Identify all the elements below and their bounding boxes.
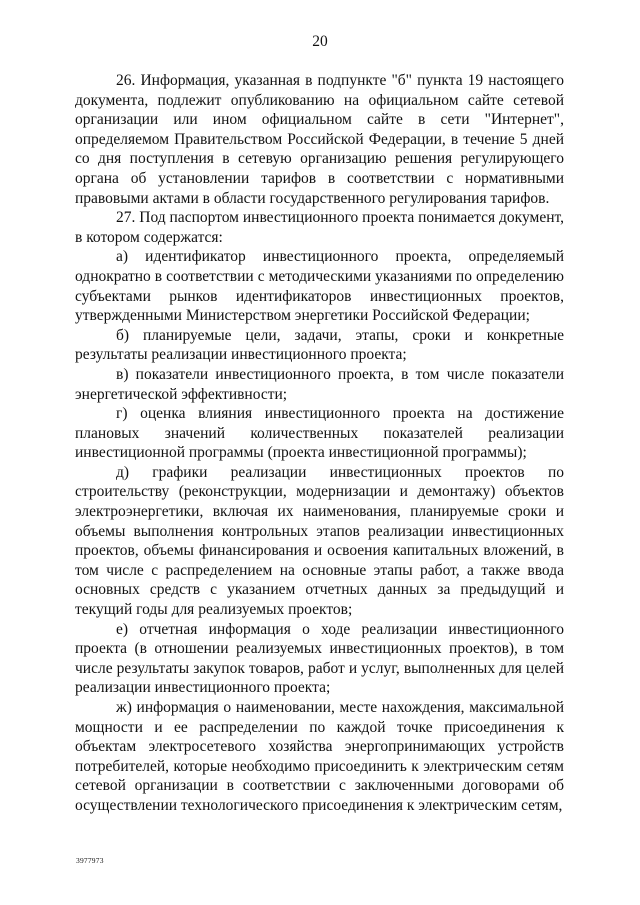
document-body <box>75 71 564 816</box>
list-item-d: д) графики реализации инвестиционных проектов по строительству (реконструкции, модернизации и демонтажу) объектов электроэнергетики, включая их наименования, планируемые сроки и объемы выполнения контрольных этапов реализации инвестиционных проектов, объемы финансирования и освоения капитальных вложений, в том числе с распределением на основные этапы работ, а также ввода основных средств с указанием отчетных данных за предыдущий и текущий годы для реализуемых проектов; <box>75 463 564 619</box>
paragraph-26: 26. Информация, указанная в подпункте "б" пункта 19 настоящего документа, подлежит опубликованию на официальном сайте сетевой организации или ином официальном сайте в сети "Интернет", определяемом Правительством Российской Федерации, в течение 5 дней со дня поступления в сетевую организацию решения регулирующего органа об установлении тарифов в соответствии с нормативными правовыми актами в области государственного регулирования тарифов. <box>75 72 564 207</box>
document-code: 3977973 <box>76 856 104 865</box>
page-number: 20 <box>312 33 328 50</box>
list-item-v: в) показатели инвестиционного проекта, в том числе показатели энергетической эффективности; <box>75 365 564 403</box>
list-item-a: а) идентификатор инвестиционного проекта, определяемый однократно в соответствии с методическими указаниями по определению субъектами рынков идентификаторов инвестиционных проектов, утвержденными Министерством энергетики Российской Федерации; <box>75 248 564 325</box>
list-item-zh: ж) информация о наименовании, месте нахождения, максимальной мощности и ее распределении по каждой точке присоединения к объектам электросетевого хозяйства энергопринимающих устройств потребителей, которые необходимо присоединить к электрическим сетям сетевой организации в соответствии с заключенными договорами об осуществлении технологического присоединения к электрическим сетям, <box>75 699 564 814</box>
list-item-e: е) отчетная информация о ходе реализации инвестиционного проекта (в отношении реализуемых инвестиционных проектов), в том числе результаты закупок товаров, работ и услуг, выполненных для целей реализации инвестиционного проекта; <box>75 620 564 697</box>
paragraph-27: 27. Под паспортом инвестиционного проекта понимается документ, в котором содержатся: <box>75 209 564 246</box>
list-item-b: б) планируемые цели, задачи, этапы, сроки и конкретные результаты реализации инвестиционного проекта; <box>75 326 564 364</box>
list-item-g: г) оценка влияния инвестиционного проекта на достижение плановых значений количественных показателей реализации инвестиционной программы (проекта инвестиционной программы); <box>75 405 564 462</box>
